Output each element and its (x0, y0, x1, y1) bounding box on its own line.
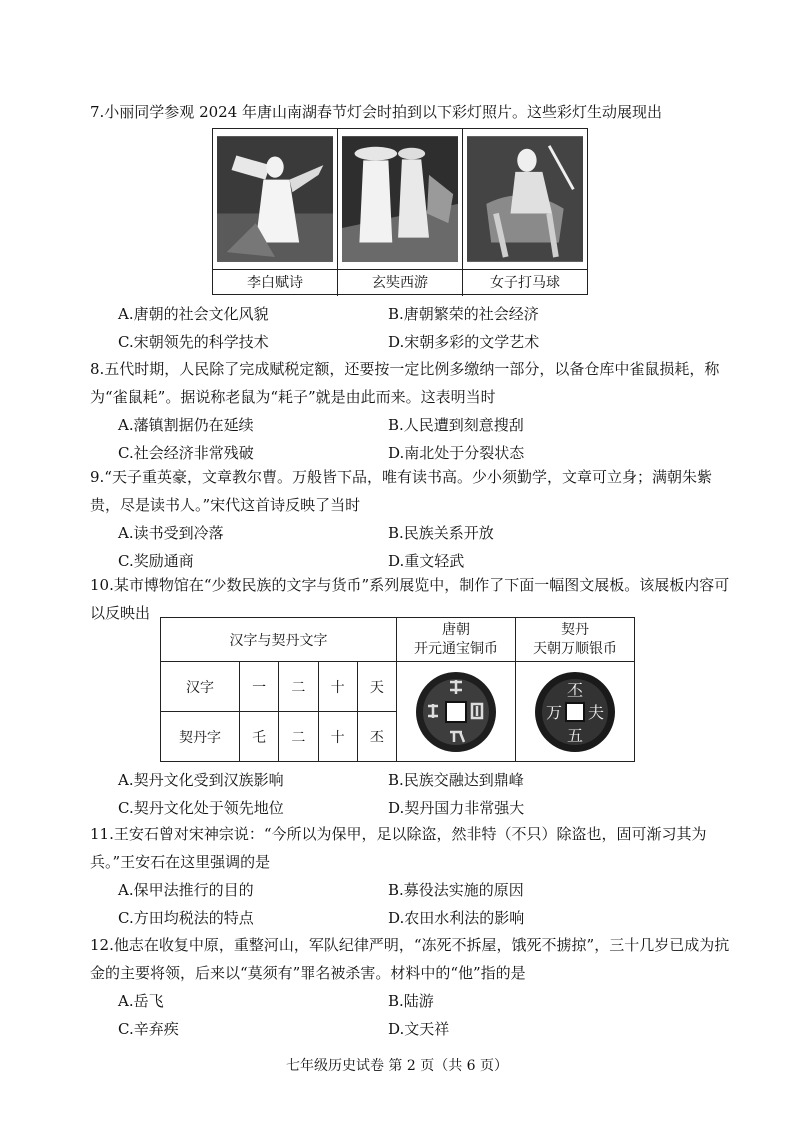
question-stem: 7.小丽同学参观 2024 年唐山南湖春节灯会时拍到以下彩灯照片。这些彩灯生动展现出 (90, 103, 663, 121)
option-d[interactable]: D.重文轻武 (388, 552, 465, 570)
tianchao-coin-image (533, 670, 617, 754)
option-b[interactable]: B.募役法实施的原因 (388, 881, 524, 899)
option-c[interactable]: C.社会经济非常残破 (118, 444, 254, 462)
question-10-options (90, 766, 730, 822)
photo-caption: 玄奘西游 (338, 270, 463, 296)
question-7 (90, 98, 730, 126)
question-stem: 10.某市博物馆在“少数民族的文字与货币”系列展览中，制作了下面一幅图文展板。该展板内容可以反映出 (90, 576, 730, 622)
hanzi-char: 一 (240, 662, 279, 712)
photo-caption: 李白赋诗 (213, 270, 338, 296)
question-8 (90, 355, 730, 467)
question-stem: 9.“天子重英豪，文章教尔曹。万般皆下品，唯有读书高。少小须勤学，文章可立身；满朝朱紫贵，尽是读书人。”宋代这首诗反映了当时 (90, 468, 712, 514)
option-d[interactable]: D.宋朝多彩的文学艺术 (388, 333, 540, 351)
option-b[interactable]: B.陆游 (388, 992, 434, 1010)
tianchao-coin (516, 662, 635, 762)
coin2-heading: 契丹 天朝万顺银币 (516, 618, 635, 662)
option-c[interactable]: C.奖励通商 (118, 552, 194, 570)
option-b[interactable]: B.人民遭到刻意搜刮 (388, 416, 524, 434)
coin-char-top: 丕 (566, 680, 584, 700)
page-footer: 七年级历史试卷 第 2 页（共 6 页） (285, 1058, 509, 1074)
option-a[interactable]: A.唐朝的社会文化风貌 (118, 305, 269, 323)
question-9 (90, 463, 730, 575)
row-label-hanzi: 汉字 (161, 662, 240, 712)
option-a[interactable]: A.藩镇割据仍在延续 (118, 416, 254, 434)
option-a[interactable]: A.保甲法推行的目的 (118, 881, 254, 899)
option-c[interactable]: C.方田均税法的特点 (118, 909, 254, 927)
lantern-photo-image (467, 133, 583, 265)
kaiyuan-coin-image (414, 670, 498, 754)
khitan-char: 二 (279, 712, 318, 762)
question-stem: 11.王安石曾对宋神宗说：“今所以为保甲，足以除盗，然非特（不只）除盗也，固可渐习其为兵。”王安石在这里强调的是 (90, 825, 707, 871)
lantern-photo-strip (212, 128, 588, 295)
coin-char-left: 万 (545, 702, 563, 722)
option-b[interactable]: B.唐朝繁荣的社会经济 (388, 305, 539, 323)
hanzi-char: 十 (318, 662, 357, 712)
photo-polo (463, 129, 587, 269)
photo-li-bai (213, 129, 338, 269)
option-a[interactable]: A.读书受到冷落 (118, 524, 224, 542)
question-stem: 12.他志在收复中原，重整河山，军队纪律严明，“冻死不拆屋，饿死不掳掠”，三十几岁已成为抗金的主要将领，后来以“莫须有”罪名被杀害。材料中的“他”指的是 (90, 936, 730, 982)
coin-char-bottom: 五 (566, 725, 584, 745)
option-b[interactable]: B.民族交融达到鼎峰 (388, 771, 524, 789)
hanzi-char: 天 (357, 662, 396, 712)
option-d[interactable]: D.南北处于分裂状态 (388, 444, 525, 462)
option-d[interactable]: D.文天祥 (388, 1020, 450, 1038)
option-c[interactable]: C.宋朝领先的科学技术 (118, 333, 269, 351)
lantern-photo-image (217, 133, 333, 265)
exhibit-board (160, 617, 635, 762)
khitan-char: 十 (318, 712, 357, 762)
lantern-photo-image (342, 133, 458, 265)
question-12 (90, 931, 730, 1043)
option-d[interactable]: D.契丹国力非常强大 (388, 799, 525, 817)
hanzi-char: 二 (279, 662, 318, 712)
option-b[interactable]: B.民族关系开放 (388, 524, 494, 542)
khitan-char: 丕 (357, 712, 396, 762)
khitan-char: 乇 (240, 712, 279, 762)
option-c[interactable]: C.契丹文化处于领先地位 (118, 799, 284, 817)
option-c[interactable]: C.辛弃疾 (118, 1020, 179, 1038)
row-label-khitan: 契丹字 (161, 712, 240, 762)
option-d[interactable]: D.农田水利法的影响 (388, 909, 525, 927)
photo-xuanzang (338, 129, 463, 269)
question-stem: 8.五代时期，人民除了完成赋税定额，还要按一定比例多缴纳一部分，以备仓库中雀鼠损耗，称为“雀鼠耗”。据说称老鼠为“耗子”就是由此而来。这表明当时 (90, 360, 720, 406)
photo-caption: 女子打马球 (490, 275, 560, 291)
option-a[interactable]: A.契丹文化受到汉族影响 (118, 771, 284, 789)
question-11 (90, 820, 730, 932)
coin1-heading: 唐朝 开元通宝铜币 (397, 618, 516, 662)
question-7-options (90, 300, 730, 356)
coin-char-right: 夫 (587, 702, 605, 722)
script-comparison-header: 汉字与契丹文字 (161, 618, 397, 662)
option-a[interactable]: A.岳飞 (118, 992, 164, 1010)
kaiyuan-coin (397, 662, 516, 762)
